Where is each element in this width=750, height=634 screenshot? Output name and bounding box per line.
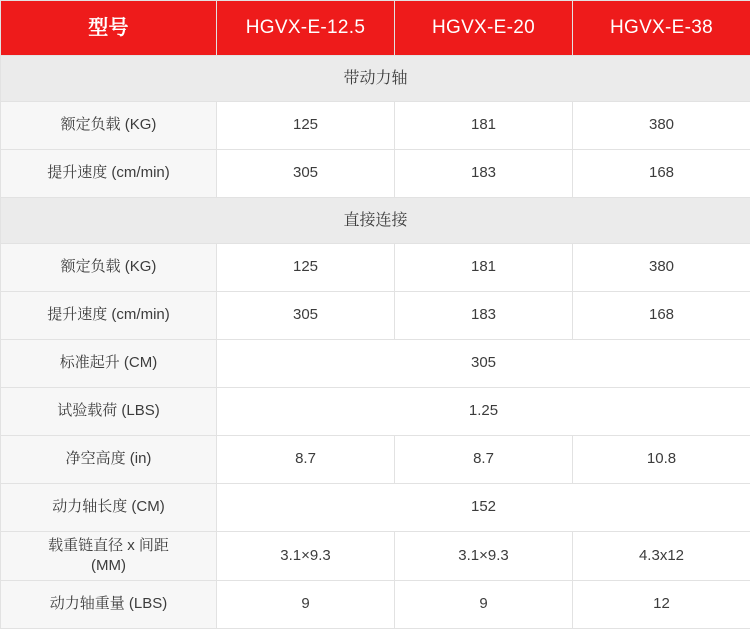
column-header-model-2: HGVX-E-20 <box>395 1 573 56</box>
table-row <box>1 388 750 436</box>
table-row <box>1 102 750 150</box>
section-title-driveshaft: 带动力轴 <box>1 56 750 102</box>
row-value: 125 <box>217 102 395 150</box>
row-label: 提升速度 (cm/min) <box>1 292 217 340</box>
row-value: 305 <box>217 292 395 340</box>
row-label: 额定负载 (KG) <box>1 102 217 150</box>
row-label: 标准起升 (CM) <box>1 340 217 388</box>
column-header-model-3: HGVX-E-38 <box>573 1 750 56</box>
header-row <box>1 1 750 56</box>
row-value: 168 <box>573 292 750 340</box>
table-row <box>1 150 750 198</box>
row-value: 12 <box>573 581 750 629</box>
row-label: 动力轴长度 (CM) <box>1 484 217 532</box>
table-row <box>1 244 750 292</box>
section-header-row <box>1 198 750 244</box>
column-header-model: 型号 <box>1 1 217 56</box>
row-value: 3.1×9.3 <box>395 532 573 581</box>
row-label: 试验载荷 (LBS) <box>1 388 217 436</box>
table-row <box>1 292 750 340</box>
row-value: 9 <box>395 581 573 629</box>
table-row <box>1 581 750 629</box>
table-header <box>1 1 750 56</box>
row-label: 净空高度 (in) <box>1 436 217 484</box>
section-header-row <box>1 56 750 102</box>
table-row <box>1 436 750 484</box>
row-value: 305 <box>217 150 395 198</box>
table-row <box>1 532 750 581</box>
row-value: 3.1×9.3 <box>217 532 395 581</box>
row-value: 168 <box>573 150 750 198</box>
row-label-line1: 载重链直径 x 间距 <box>48 536 169 554</box>
row-label: 动力轴重量 (LBS) <box>1 581 217 629</box>
row-value: 183 <box>395 292 573 340</box>
table-body <box>1 56 750 629</box>
row-label <box>1 532 217 581</box>
section-title-direct: 直接连接 <box>1 198 750 244</box>
row-value-merged: 305 <box>217 340 750 388</box>
row-value: 10.8 <box>573 436 750 484</box>
row-value: 380 <box>573 102 750 150</box>
row-value: 125 <box>217 244 395 292</box>
row-value: 9 <box>217 581 395 629</box>
row-value: 183 <box>395 150 573 198</box>
row-label-line2: (MM) <box>91 557 126 574</box>
column-header-model-1: HGVX-E-12.5 <box>217 1 395 56</box>
row-value: 380 <box>573 244 750 292</box>
row-value: 181 <box>395 102 573 150</box>
table-row <box>1 484 750 532</box>
row-value: 181 <box>395 244 573 292</box>
row-value: 8.7 <box>217 436 395 484</box>
row-value: 4.3x12 <box>573 532 750 581</box>
row-value-merged: 1.25 <box>217 388 750 436</box>
table-row <box>1 340 750 388</box>
row-value-merged: 152 <box>217 484 750 532</box>
row-label: 提升速度 (cm/min) <box>1 150 217 198</box>
row-value: 8.7 <box>395 436 573 484</box>
row-label: 额定负载 (KG) <box>1 244 217 292</box>
